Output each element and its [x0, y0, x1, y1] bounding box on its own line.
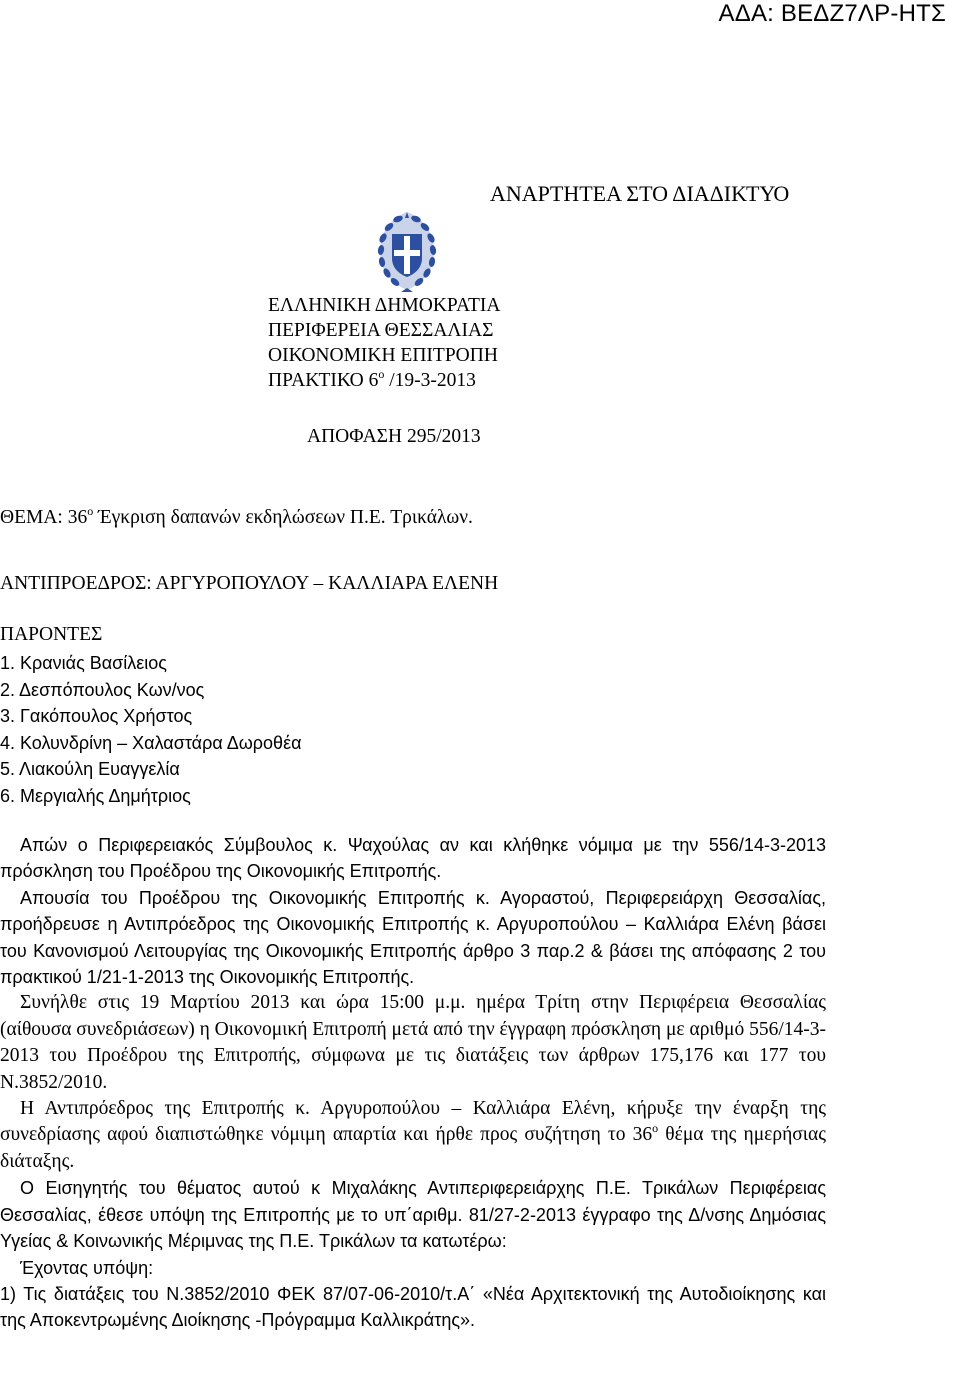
document-body — [0, 832, 826, 1334]
subject-line — [0, 504, 473, 529]
quorum-text: Η Αντιπρόεδρος της Επιτροπής κ. Αργυροπούλου – Καλλιάρα Ελένη, κήρυξε την έναρξη της συνεδρίασης αφού διαπιστώθηκε νόμιμη απαρτία και ήρθε προς συζήτηση το 36 — [0, 1098, 826, 1146]
minutes-suffix: /19-3-2013 — [384, 370, 476, 391]
post-online-note: ΑΝΑΡΤΗΤΕΑ ΣΤΟ ΔΙΑΔΙΚΤΥΟ — [490, 181, 790, 206]
rapporteur-paragraph: Ο Εισηγητής του θέματος αυτού κ Μιχαλάκης Αντιπεριφερειάρχης Π.Ε. Τρικάλων Περιφέρειας Θεσσαλίας, έθεσε υπόψη της Επιτροπής με το υπ΄αριθμ. 81/27-2-2013 έγγραφο της Δ/νσης Δημόσιας Υγείας & Κοινωνικής Μέριμνας της Π.Ε. Τρικάλων τα κατωτέρω: — [0, 1178, 826, 1252]
chair-paragraph: Απουσία του Προέδρου της Οικονομικής Επιτροπής κ. Αγοραστού, Περιφερειάρχη Θεσσαλίας, προήδρευσε η Αντιπρόεδρος της Οικονομικής Επιτροπής κ. Αργυροπούλου – Καλλιάρα Ελένη βάσει του Κανονισμού Λειτουργίας της Οικονομικής Επιτροπής άρθρο 3 παρ.2 & βάσει της απόφασης 2 του πρακτικού 1/21-1-2013 της Οικονομικής Επιτροπής. — [0, 887, 826, 988]
list-item: 1. Κρανιάς Βασίλειος — [0, 653, 167, 673]
subject-label: ΘΕΜΑ: 36 — [0, 507, 88, 528]
considering-line: Έχοντας υπόψη: — [20, 1257, 154, 1278]
document-header — [268, 293, 500, 393]
committee-line: ΟΙΚΟΝΟΜΙΚΗ ΕΠΙΤΡΟΠΗ — [268, 345, 498, 366]
ada-code: ΑΔΑ: ΒΕΔΖ7ΛΡ-ΗΤΣ — [718, 0, 946, 27]
list-item: 3. Γακόπουλος Χρήστος — [0, 706, 193, 727]
meeting-paragraph: Συνήλθε στις 19 Μαρτίου 2013 και ώρα 15:00 μ.μ. ημέρα Τρίτη στην Περιφέρεια Θεσσαλίας (αίθουσα συνεδριάσεων) η Οικονομική Επιτροπή μετά από την έγγραφη πρόσκληση με αριθμό 556/14-3-2013 του Προέδρου της Επιτροπής, σύμφωνα με τις διατάξεις των άρθρων 175,176 και 177 του Ν.3852/2010. — [0, 992, 826, 1093]
present-members-list — [0, 650, 302, 810]
quorum-paragraph — [0, 1096, 826, 1175]
law-item-paragraph: 1) Τις διατάξεις του Ν.3852/2010 ΦΕΚ 87/07-06-2010/τ.Α΄ «Νέα Αρχιτεκτονική της Αυτοδιοίκησης και της Αποκεντρωμένης Διοίκησης -Πρόγραμμα Καλλικράτης». — [0, 1283, 826, 1331]
present-title: ΠΑΡΟΝΤΕΣ — [0, 624, 103, 645]
vice-president-line: ΑΝΤΙΠΡΟΕΔΡΟΣ: ΑΡΓΥΡΟΠΟΥΛΟΥ – ΚΑΛΛΙΑΡΑ ΕΛΕΝΗ — [0, 573, 499, 594]
absent-paragraph: Απών ο Περιφερειακός Σύμβουλος κ. Ψαχούλας αν και κλήθηκε νόμιμα με την 556/14-3-2013 πρόσκληση του Προέδρου της Οικονομικής Επιτροπής. — [0, 835, 826, 882]
list-item: 6. Μεργιαλής Δημήτριος — [0, 785, 191, 806]
subject-text: Έγκριση δαπανών εκδηλώσεων Π.Ε. Τρικάλων. — [93, 507, 473, 528]
greek-state-emblem-icon — [370, 208, 444, 294]
country-line: ΕΛΛΗΝΙΚΗ ΔΗΜΟΚΡΑΤΙΑ — [268, 295, 501, 316]
minutes-ordinal: ο — [378, 367, 385, 381]
subject-ordinal: ο — [87, 504, 94, 518]
minutes-line — [268, 368, 500, 393]
quorum-suffix: θέμα της ημερήσιας διάταξης. — [0, 1124, 826, 1172]
minutes-prefix: ΠΡΑΚΤΙΚΟ 6 — [268, 370, 379, 391]
list-item: 2. Δεσπόπουλος Κων/νος — [0, 679, 205, 700]
region-line: ΠΕΡΙΦΕΡΕΙΑ ΘΕΣΣΑΛΙΑΣ — [268, 320, 494, 341]
decision-number: ΑΠΟΦΑΣΗ 295/2013 — [307, 426, 481, 447]
list-item: 4. Κολυνδρίνη – Χαλαστάρα Δωροθέα — [0, 732, 302, 753]
list-item: 5. Λιακούλη Ευαγγελία — [0, 759, 180, 780]
quorum-ordinal: ο — [652, 1121, 659, 1136]
